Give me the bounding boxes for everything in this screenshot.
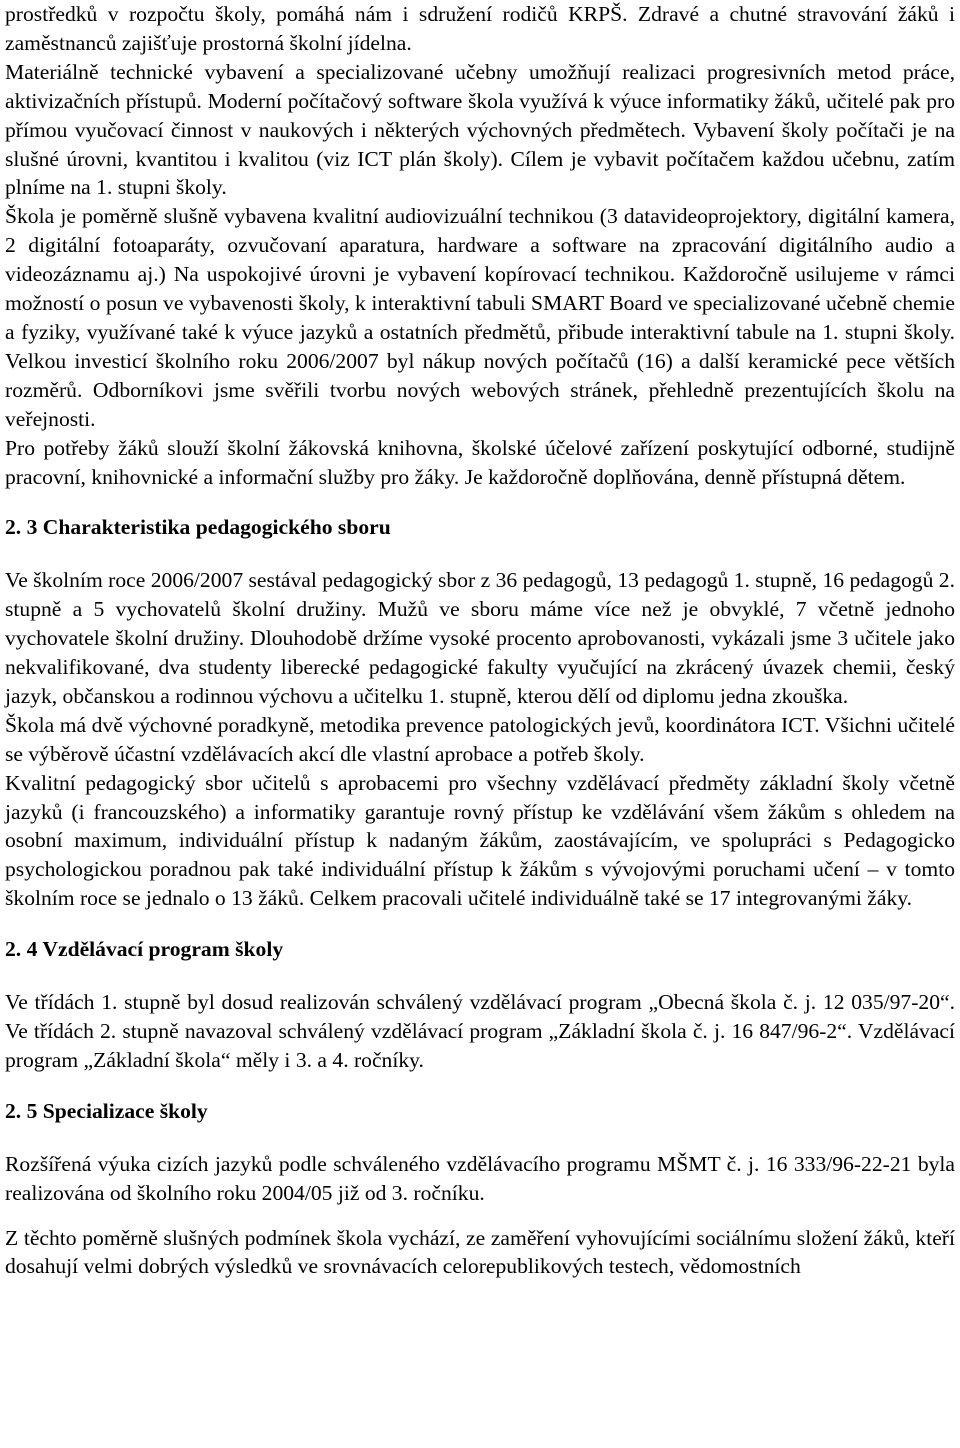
section-heading-2-5: 2. 5 Specializace školy: [5, 1098, 208, 1123]
section-heading-2-4: 2. 4 Vzdělávací program školy: [5, 937, 284, 962]
paragraph-library: Pro potřeby žáků slouží školní žákovská knihovna, školské účelové zařízení poskytující odborné, studijně pracovní, knihovnické a informační služby pro žáky. Je každoročně doplňována, denně přístupná dětem.: [5, 435, 955, 489]
paragraph-program: Ve třídách 1. stupně byl dosud realizován schválený vzdělávací program „Obecná škola č. j. 12 035/97-20“. Ve třídách 2. stupně navazoval schválený vzdělávací program „Základní škola č. j. 16 847/96-2“. Vzdělávací program „Základní škola“ měly i 3. a 4. ročníky.: [5, 990, 955, 1072]
paragraph-conditions: Z těchto poměrně slušných podmínek škola vychází, ze zaměření vyhovujícími sociálnímu složení žáků, kteří dosahují velmi dobrých výsledků ve srovnávacích celorepublikových testech, vědomostních: [5, 1225, 955, 1279]
paragraph-equipment: Materiálně technické vybavení a specializované učebny umožňují realizaci progresivních metod práce, aktivizačních přístupů. Moderní počítačový software škola využívá k výuce informatiky žáků, učitelé pak pro přímou vyučovací činnost v naukových i některých výchovných předmětech. Vybavení školy počítači je na slušné úrovni, kvantitou i kvalitou (viz ICT plán školy). Cílem je vybavit počítačem každou učebnu, zatím plníme na 1. stupni školy.: [5, 59, 955, 200]
paragraph-languages: Rozšířená výuka cizích jazyků podle schváleného vzdělávacího programu MŠMT č. j. 16 333/96-22-21 byla realizována od školního roku 2004/05 již od 3. ročníku.: [5, 1151, 955, 1205]
paragraph-school-funding: prostředků v rozpočtu školy, pomáhá nám i sdružení rodičů KRPŠ. Zdravé a chutné stravování žáků i zaměstnanců zajišťuje prostorná školní jídelna.: [5, 2, 955, 55]
document-page: [5, 0, 955, 1281]
spacer: [5, 1075, 955, 1097]
section-heading-2-3: 2. 3 Charakteristika pedagogického sboru: [5, 515, 391, 540]
paragraph-quality-staff: Kvalitní pedagogický sbor učitelů s aprobacemi pro všechny vzdělávací předměty základní školy včetně jazyků (i francouzského) a informatiky garantuje rovný přístup ke vzdělávání všem žákům s ohledem na osobní maximum, individuální přístup k nadaným žákům, zaostávajícím, ve spolupráci s Pedagogicko psychologickou poradnou pak také individuální přístup k žákům s vývojovými poruchami učení – v tomto školním roce se jednalo o 13 žáků. Celkem pracovali učitelé individuálně také se 17 integrovanými žáky.: [5, 770, 955, 911]
spacer: [5, 964, 955, 988]
paragraph-staff: Ve školním roce 2006/2007 sestával pedagogický sbor z 36 pedagogů, 13 pedagogů 1. stupně, 16 pedagogů 2. stupně a 5 vychovatelů školní družiny. Mužů ve sboru máme více než je obvyklé, 7 včetně jednoho vychovatele školní družiny. Dlouhodobě držíme vysoké procento aprobovanosti, vykázali jsme 3 učitele jako nekvalifikované, dva studenty liberecké pedagogické fakulty vyučující na zkrácený úvazek chemii, český jazyk, občanskou a rodinnou výchovu a učitelku 1. stupně, kterou dělí od diplomu jedna zkouška.: [5, 568, 955, 708]
paragraph-audiovisual: Škola je poměrně slušně vybavena kvalitní audiovizuální technikou (3 datavideoprojektory, digitální kamera, 2 digitální fotoaparáty, ozvučovaní aparatura, hardware a software na zpracování digitálního audio a videozáznamu aj.) Na uspokojivé úrovni je vybavení kopírovací technikou. Každoročně usilujeme v rámci možností o posun ve vybavenosti školy, k interaktivní tabuli SMART Board ve specializované učebně chemie a fyziky, využívané také k výuce jazyků a ostatních předmětů, přibude interaktivní tabule na 1. stupni školy. Velkou investicí školního roku 2006/2007 byl nákup nových počítačů (16) a další keramické pece větších rozměrů. Odborníkovi jsme svěřili tvorbu nových webových stránek, přehledně prezentujících školu na veřejnosti.: [5, 204, 955, 431]
spacer: [5, 913, 955, 935]
paragraph-advisors: Škola má dvě výchovné poradkyně, metodika prevence patologických jevů, koordinátora ICT. Všichni učitelé se výběrově účastní vzdělávacích akcí dle vlastní aprobace a potřeb školy.: [5, 712, 955, 766]
spacer: [5, 491, 955, 513]
spacer: [5, 542, 955, 566]
spacer: [5, 1208, 955, 1224]
spacer: [5, 1126, 955, 1150]
